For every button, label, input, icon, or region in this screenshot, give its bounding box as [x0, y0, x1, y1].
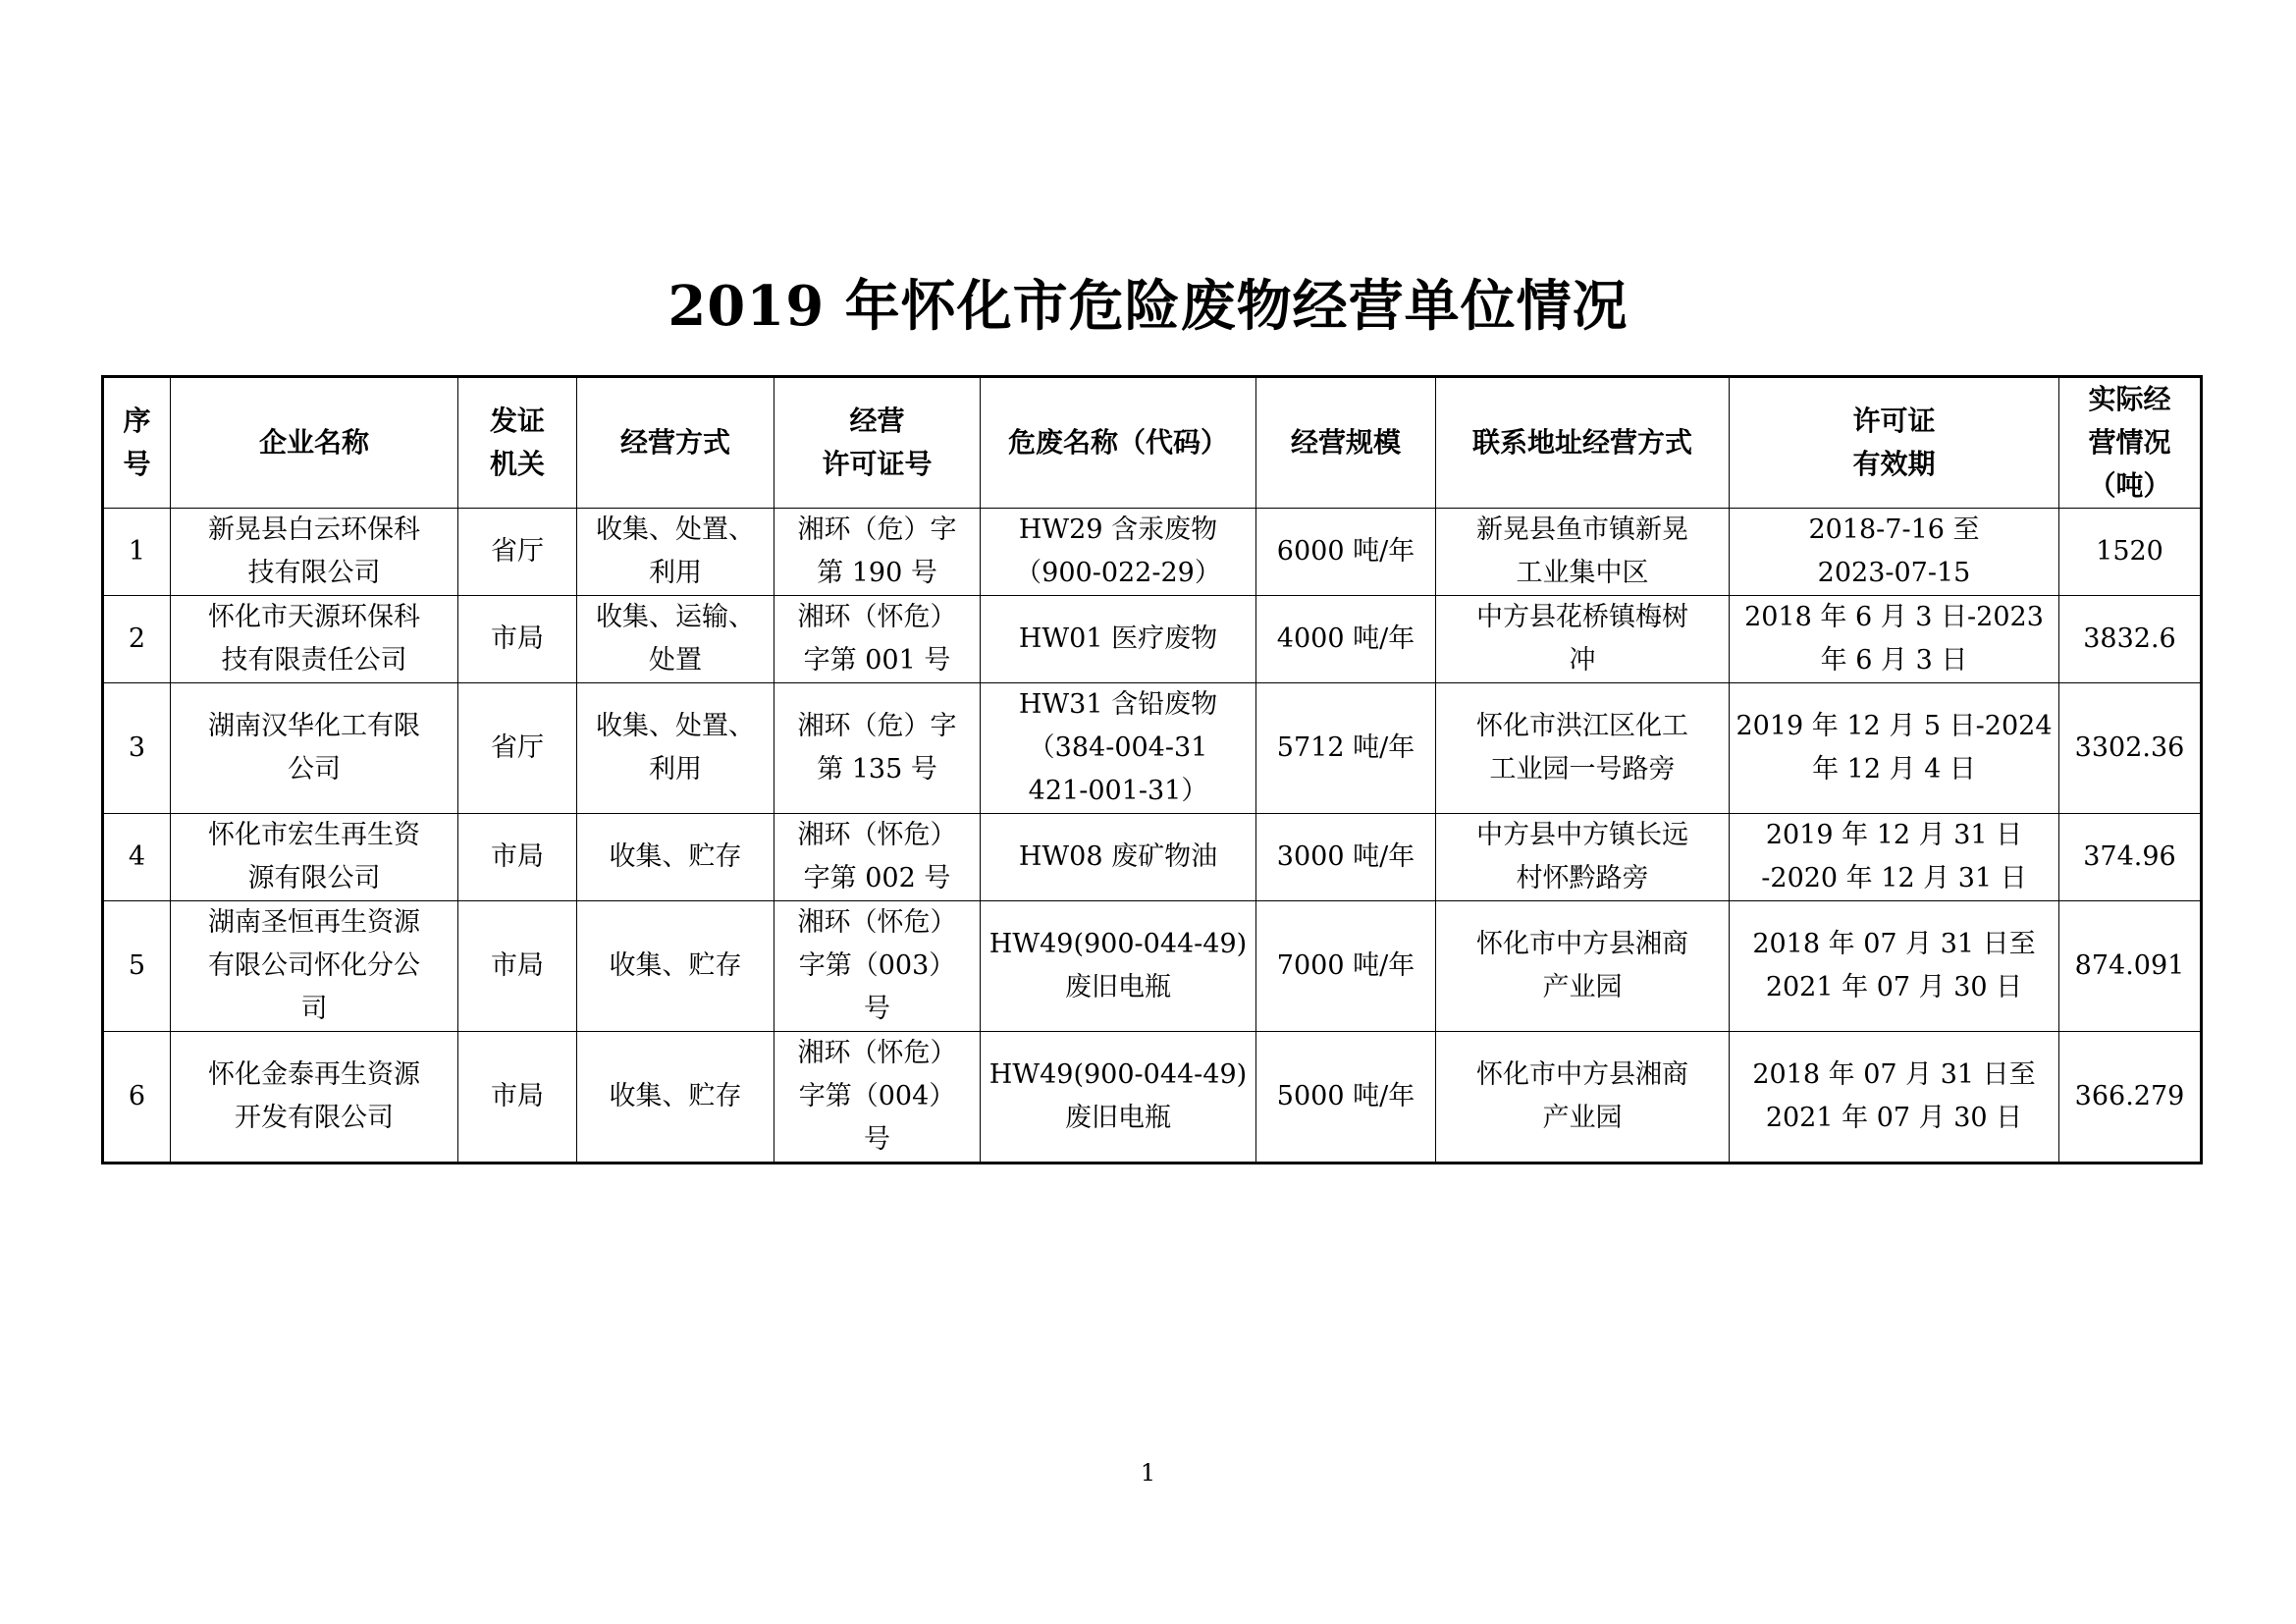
header-company: 企业名称 — [171, 377, 458, 509]
table-row — [103, 683, 2202, 814]
cell-company: 湖南圣恒再生资源 有限公司怀化分公 司 — [171, 901, 458, 1032]
cell-waste: HW31 含铅废物 （384-004-31 421-001-31） — [981, 683, 1256, 814]
cell-scale: 6000 吨/年 — [1256, 509, 1436, 596]
cell-address: 中方县中方镇长远 村怀黔路旁 — [1436, 814, 1730, 901]
cell-license: 湘环（怀危） 字第 001 号 — [774, 596, 981, 683]
cell-scale: 5712 吨/年 — [1256, 683, 1436, 814]
cell-validity: 2018 年 6 月 3 日-2023 年 6 月 3 日 — [1730, 596, 2059, 683]
cell-mode: 收集、运输、 处置 — [577, 596, 774, 683]
cell-address: 怀化市中方县湘商 产业园 — [1436, 901, 1730, 1032]
cell-seq: 1 — [103, 509, 171, 596]
cell-validity: 2018 年 07 月 31 日至 2021 年 07 月 30 日 — [1730, 901, 2059, 1032]
cell-actual: 366.279 — [2059, 1032, 2202, 1164]
cell-validity: 2018 年 07 月 31 日至 2021 年 07 月 30 日 — [1730, 1032, 2059, 1164]
cell-company: 怀化金泰再生资源 开发有限公司 — [171, 1032, 458, 1164]
header-issuer: 发证 机关 — [458, 377, 577, 509]
cell-company: 怀化市宏生再生资 源有限公司 — [171, 814, 458, 901]
cell-mode: 收集、处置、 利用 — [577, 683, 774, 814]
cell-license: 湘环（怀危） 字第（004） 号 — [774, 1032, 981, 1164]
cell-waste: HW01 医疗废物 — [981, 596, 1256, 683]
header-validity: 许可证 有效期 — [1730, 377, 2059, 509]
cell-company: 怀化市天源环保科 技有限责任公司 — [171, 596, 458, 683]
cell-seq: 2 — [103, 596, 171, 683]
cell-scale: 7000 吨/年 — [1256, 901, 1436, 1032]
cell-scale: 5000 吨/年 — [1256, 1032, 1436, 1164]
cell-seq: 4 — [103, 814, 171, 901]
header-license: 经营 许可证号 — [774, 377, 981, 509]
cell-mode: 收集、贮存 — [577, 1032, 774, 1164]
cell-license: 湘环（危）字 第 190 号 — [774, 509, 981, 596]
cell-actual: 1520 — [2059, 509, 2202, 596]
cell-mode: 收集、贮存 — [577, 901, 774, 1032]
header-seq: 序 号 — [103, 377, 171, 509]
table-row — [103, 1032, 2202, 1164]
page-number: 1 — [1140, 1459, 1156, 1487]
cell-validity: 2019 年 12 月 31 日 -2020 年 12 月 31 日 — [1730, 814, 2059, 901]
cell-company: 新晃县白云环保科 技有限公司 — [171, 509, 458, 596]
cell-actual: 3302.36 — [2059, 683, 2202, 814]
cell-seq: 3 — [103, 683, 171, 814]
cell-waste: HW49(900-044-49) 废旧电瓶 — [981, 901, 1256, 1032]
header-mode: 经营方式 — [577, 377, 774, 509]
cell-issuer: 市局 — [458, 596, 577, 683]
cell-waste: HW08 废矿物油 — [981, 814, 1256, 901]
cell-company: 湖南汉华化工有限 公司 — [171, 683, 458, 814]
cell-actual: 374.96 — [2059, 814, 2202, 901]
header-row — [103, 377, 2202, 509]
cell-validity: 2018-7-16 至 2023-07-15 — [1730, 509, 2059, 596]
cell-address: 新晃县鱼市镇新晃 工业集中区 — [1436, 509, 1730, 596]
cell-address: 怀化市中方县湘商 产业园 — [1436, 1032, 1730, 1164]
cell-issuer: 市局 — [458, 1032, 577, 1164]
cell-mode: 收集、处置、 利用 — [577, 509, 774, 596]
cell-seq: 5 — [103, 901, 171, 1032]
table-row — [103, 596, 2202, 683]
cell-issuer: 市局 — [458, 901, 577, 1032]
cell-issuer: 市局 — [458, 814, 577, 901]
cell-seq: 6 — [103, 1032, 171, 1164]
table-row — [103, 509, 2202, 596]
cell-actual: 874.091 — [2059, 901, 2202, 1032]
cell-waste: HW29 含汞废物 （900-022-29） — [981, 509, 1256, 596]
cell-license: 湘环（怀危） 字第 002 号 — [774, 814, 981, 901]
header-waste: 危废名称（代码） — [981, 377, 1256, 509]
cell-issuer: 省厅 — [458, 509, 577, 596]
cell-validity: 2019 年 12 月 5 日-2024 年 12 月 4 日 — [1730, 683, 2059, 814]
cell-license: 湘环（危）字 第 135 号 — [774, 683, 981, 814]
hazardous-waste-table — [101, 375, 2203, 1164]
header-address: 联系地址经营方式 — [1436, 377, 1730, 509]
page-title: 2019 年怀化市危险废物经营单位情况 — [667, 274, 1629, 339]
cell-address: 中方县花桥镇梅树 冲 — [1436, 596, 1730, 683]
cell-address: 怀化市洪江区化工 工业园一号路旁 — [1436, 683, 1730, 814]
header-scale: 经营规模 — [1256, 377, 1436, 509]
cell-scale: 3000 吨/年 — [1256, 814, 1436, 901]
cell-license: 湘环（怀危） 字第（003） 号 — [774, 901, 981, 1032]
table-row — [103, 901, 2202, 1032]
cell-mode: 收集、贮存 — [577, 814, 774, 901]
cell-issuer: 省厅 — [458, 683, 577, 814]
table-row — [103, 814, 2202, 901]
cell-actual: 3832.6 — [2059, 596, 2202, 683]
header-actual: 实际经 营情况 （吨） — [2059, 377, 2202, 509]
cell-waste: HW49(900-044-49) 废旧电瓶 — [981, 1032, 1256, 1164]
cell-scale: 4000 吨/年 — [1256, 596, 1436, 683]
